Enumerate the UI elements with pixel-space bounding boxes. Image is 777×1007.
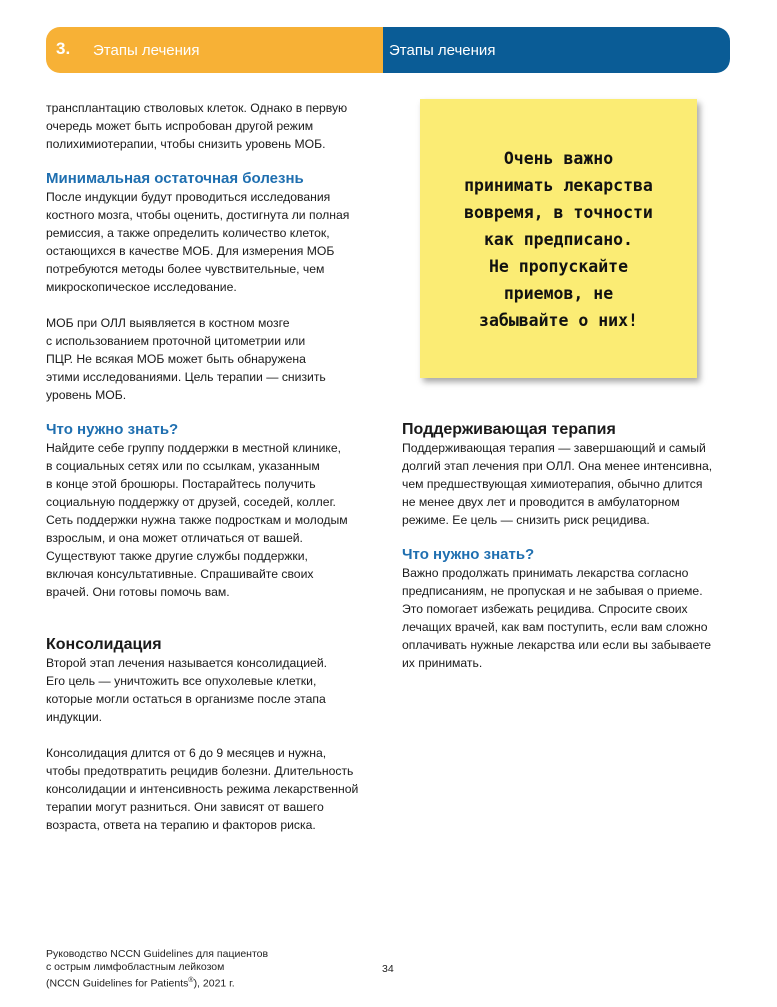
text-line: оплачивать нужные лекарства или если вы забываете (402, 638, 712, 652)
text-line: чем предшествующая химиотерапия, обычно длится (402, 477, 703, 491)
know-heading-right: Что нужно знать? (402, 546, 535, 563)
text-line: трансплантацию стволовых клеток. Однако в первую (46, 101, 348, 115)
text-line: микроскопическое исследование. (46, 280, 237, 294)
section-header-right (383, 27, 730, 73)
note-line: как предписано. (483, 230, 633, 249)
chapter-header-left (46, 27, 383, 73)
text-line: МОБ при ОЛЛ выявляется в костном мозге (46, 316, 290, 330)
sticky-note (420, 99, 697, 378)
text-line: костного мозга, чтобы оценить, достигнута ли полная (46, 208, 350, 222)
text-line: не менее двух лет и проводится в амбулаторном (402, 495, 680, 509)
footer-text: (NCCN Guidelines for Patients (46, 977, 189, 990)
chapter-title: Этапы лечения (93, 42, 200, 59)
know-paragraph-right (402, 564, 742, 672)
mrd-paragraph-2 (46, 314, 376, 404)
footer-text: ), 2021 г. (193, 977, 235, 990)
text-line: консолидации и интенсивность режима лекарственной (46, 782, 359, 796)
chapter-header (46, 27, 730, 73)
left-column (46, 99, 376, 834)
text-line: Это помогает избежать рецидива. Спросите своих (402, 602, 688, 616)
registered-mark: ® (188, 977, 194, 984)
text-line: их принимать. (402, 656, 483, 670)
consolidation-heading: Консолидация (46, 636, 162, 653)
chapter-number: 3. (56, 39, 71, 58)
text-line: После индукции будут проводиться исследования (46, 190, 331, 204)
text-line: врачей. Они готовы помочь вам. (46, 585, 230, 599)
note-line: Очень важно (503, 149, 614, 168)
text-line: Его цель — уничтожить все опухолевые клетки, (46, 674, 317, 688)
consolidation-paragraph-2 (46, 744, 376, 834)
note-line: принимать лекарства (464, 176, 653, 195)
text-line: с использованием проточной цитометрии или (46, 334, 306, 348)
text-line: лечащих врачей, как вам поступить, если вам сложно (402, 620, 708, 634)
mrd-heading: Минимальная остаточная болезнь (46, 170, 304, 187)
text-line: Важно продолжать принимать лекарства согласно (402, 566, 689, 580)
text-line: предписаниям, не пропуская и не забывая о приеме. (402, 584, 703, 598)
text-line: остающихся в качестве МОБ. Для измерения МОБ (46, 244, 335, 258)
text-line: терапии могут разниться. Они зависят от вашего (46, 800, 324, 814)
text-line: долгий этап лечения при ОЛЛ. Она менее интенсивна, (402, 459, 713, 473)
footer-line (46, 974, 268, 991)
maintenance-heading: Поддерживающая терапия (402, 421, 616, 438)
text-line: этими исследованиями. Цель терапии — снизить (46, 370, 326, 384)
text-line: Второй этап лечения называется консолидацией. (46, 656, 328, 670)
mrd-paragraph-1 (46, 188, 376, 296)
page-number: 34 (382, 963, 394, 975)
note-line: забывайте о них! (479, 311, 638, 330)
footer-line: с острым лимфобластным лейкозом (46, 961, 225, 973)
footer-line: Руководство NCCN Guidelines для пациентов (46, 948, 269, 960)
text-line: полихимиотерапии, чтобы снизить уровень МОБ. (46, 137, 326, 151)
note-line: вовремя, в точности (464, 203, 653, 222)
text-line: в конце этой брошюры. Постарайтесь получить (46, 477, 316, 491)
know-heading-left: Что нужно знать? (46, 421, 179, 438)
note-line: приемов, не (503, 284, 614, 303)
text-line: возраста, ответа на терапию и факторов риска. (46, 818, 316, 832)
text-line: взрослым, и она может отличаться от вашей. (46, 531, 303, 545)
text-line: очередь может быть испробован другой режим (46, 119, 314, 133)
text-line: социальную поддержку от друзей, соседей, коллег. (46, 495, 336, 509)
text-line: потребуются методы более чувствительные, чем (46, 262, 325, 276)
text-line: Поддерживающая терапия — завершающий и самый (402, 441, 706, 455)
text-line: включая консультативные. Спрашивайте своих (46, 567, 314, 581)
text-line: в социальных сетях или по ссылкам, указанным (46, 459, 320, 473)
text-line: которые могли остаться в организме после этапа (46, 692, 326, 706)
text-line: ремиссия, а также определить количество клеток, (46, 226, 330, 240)
text-line: Сеть поддержки нужна также подросткам и молодым (46, 513, 348, 527)
text-line: Существуют также другие службы поддержки, (46, 549, 308, 563)
text-line: режиме. Ее цель — снизить риск рецидива. (402, 513, 650, 527)
footer-citation (46, 948, 268, 991)
intro-paragraph (46, 99, 376, 153)
text-line: Консолидация длится от 6 до 9 месяцев и нужна, (46, 746, 327, 760)
right-column (402, 421, 742, 672)
text-line: индукции. (46, 710, 103, 724)
text-line: чтобы предотвратить рецидив болезни. Длительность (46, 764, 354, 778)
note-line: Не пропускайте (488, 257, 629, 276)
maintenance-paragraph (402, 439, 742, 529)
section-title: Этапы лечения (389, 42, 496, 59)
know-paragraph-left (46, 439, 376, 601)
consolidation-paragraph-1 (46, 654, 376, 726)
text-line: Найдите себе группу поддержки в местной клинике, (46, 441, 342, 455)
text-line: уровень МОБ. (46, 388, 127, 402)
text-line: ПЦР. Не всякая МОБ может быть обнаружена (46, 352, 306, 366)
